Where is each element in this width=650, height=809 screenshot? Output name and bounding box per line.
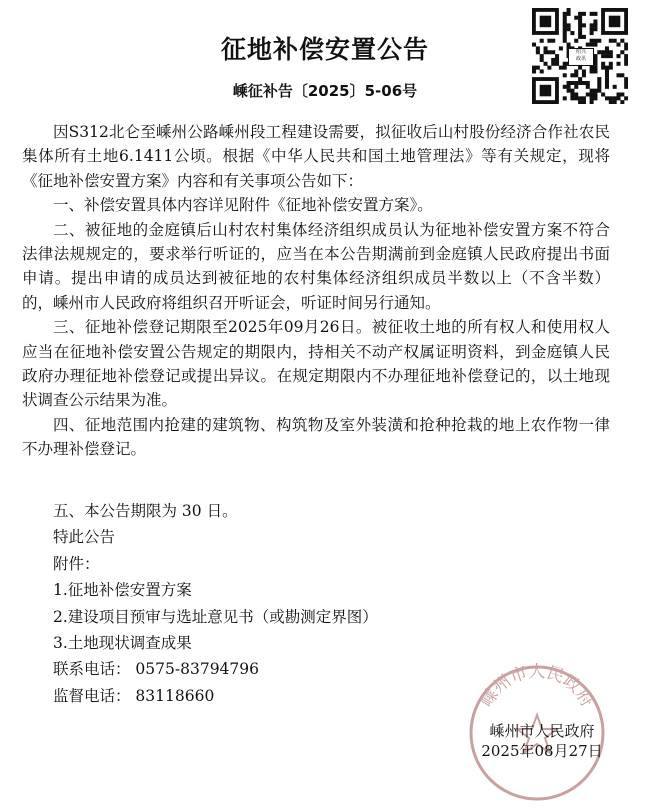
qr-code[interactable] — [532, 8, 628, 104]
signing-organization: 嵊州市人民政府 — [489, 722, 595, 740]
qr-logo-line-2: 政讯 — [575, 56, 586, 62]
paragraph-item-4: 四、征地范围内抢建的建筑物、构筑物及室外装潢和抢种抢栽的地上农作物一律不办理补偿登记。 — [22, 415, 610, 459]
attachment-item: 2.建设项目预审与选址意见书（或勘测定界图） — [53, 607, 378, 626]
notice-title: 征地补偿安置公告 — [220, 35, 429, 64]
notice-period: 五、本公告期限为 30 日。 — [53, 502, 238, 520]
svg-text:嵊州市人民政府: 嵊州市人民政府 — [477, 663, 597, 711]
closing-section — [22, 498, 422, 709]
signature-block — [472, 721, 612, 761]
contact-phone: 联系电话： 0575-83794796 — [53, 660, 260, 679]
hereby-notice: 特此公告 — [53, 528, 116, 547]
signing-date: 2025年08月27日 — [481, 742, 603, 760]
paragraph-item-2: 二、被征地的金庭镇后山村农村集体经济组织成员认为征地补偿安置方案不符合法律法规规定的，要求举行听证的，应当在本公告期满前到金庭镇人民政府提出书面申请。提出申请的成员达到被征地的农村集体经济组织成员半数以上（不含半数）的，嵊州市人民政府将组织召开听证会，听证时间另行通知。 — [22, 220, 610, 312]
qr-center-logo — [568, 48, 594, 66]
paragraph-item-3: 三、征地补偿登记期限至2025年09月26日。被征收土地的所有权人和使用权人应当在征地补偿安置公告规定的期限内，持相关不动产权属证明资料，到金庭镇人民政府办理征地补偿登记或提出异议。在规定期限内不办理征地补偿登记的，以土地现状调查公示结果为准。 — [22, 318, 610, 410]
attachment-item: 3.土地现状调查成果 — [53, 633, 192, 652]
document-number: 嵊征补告〔2025〕5-06号 — [232, 82, 418, 100]
attachments-label: 附件： — [53, 554, 100, 573]
paragraph-item-1: 一、补偿安置具体内容详见附件《征地补偿安置方案》。 — [53, 196, 433, 215]
notice-body — [22, 120, 610, 462]
supervision-phone: 监督电话： 83118660 — [53, 686, 215, 705]
qr-logo-line-1: 绍兴 — [575, 49, 586, 55]
attachment-item: 1.征地补偿安置方案 — [53, 581, 192, 600]
paragraph-intro: 因S312北仑至嵊州公路嵊州段工程建设需要，拟征收后山村股份经济合作社农民集体所有土地6.1411公顷。根据《中华人民共和国土地管理法》等有关规定，现将《征地补偿安置方案》内容和有关事项公告如下： — [22, 123, 610, 190]
